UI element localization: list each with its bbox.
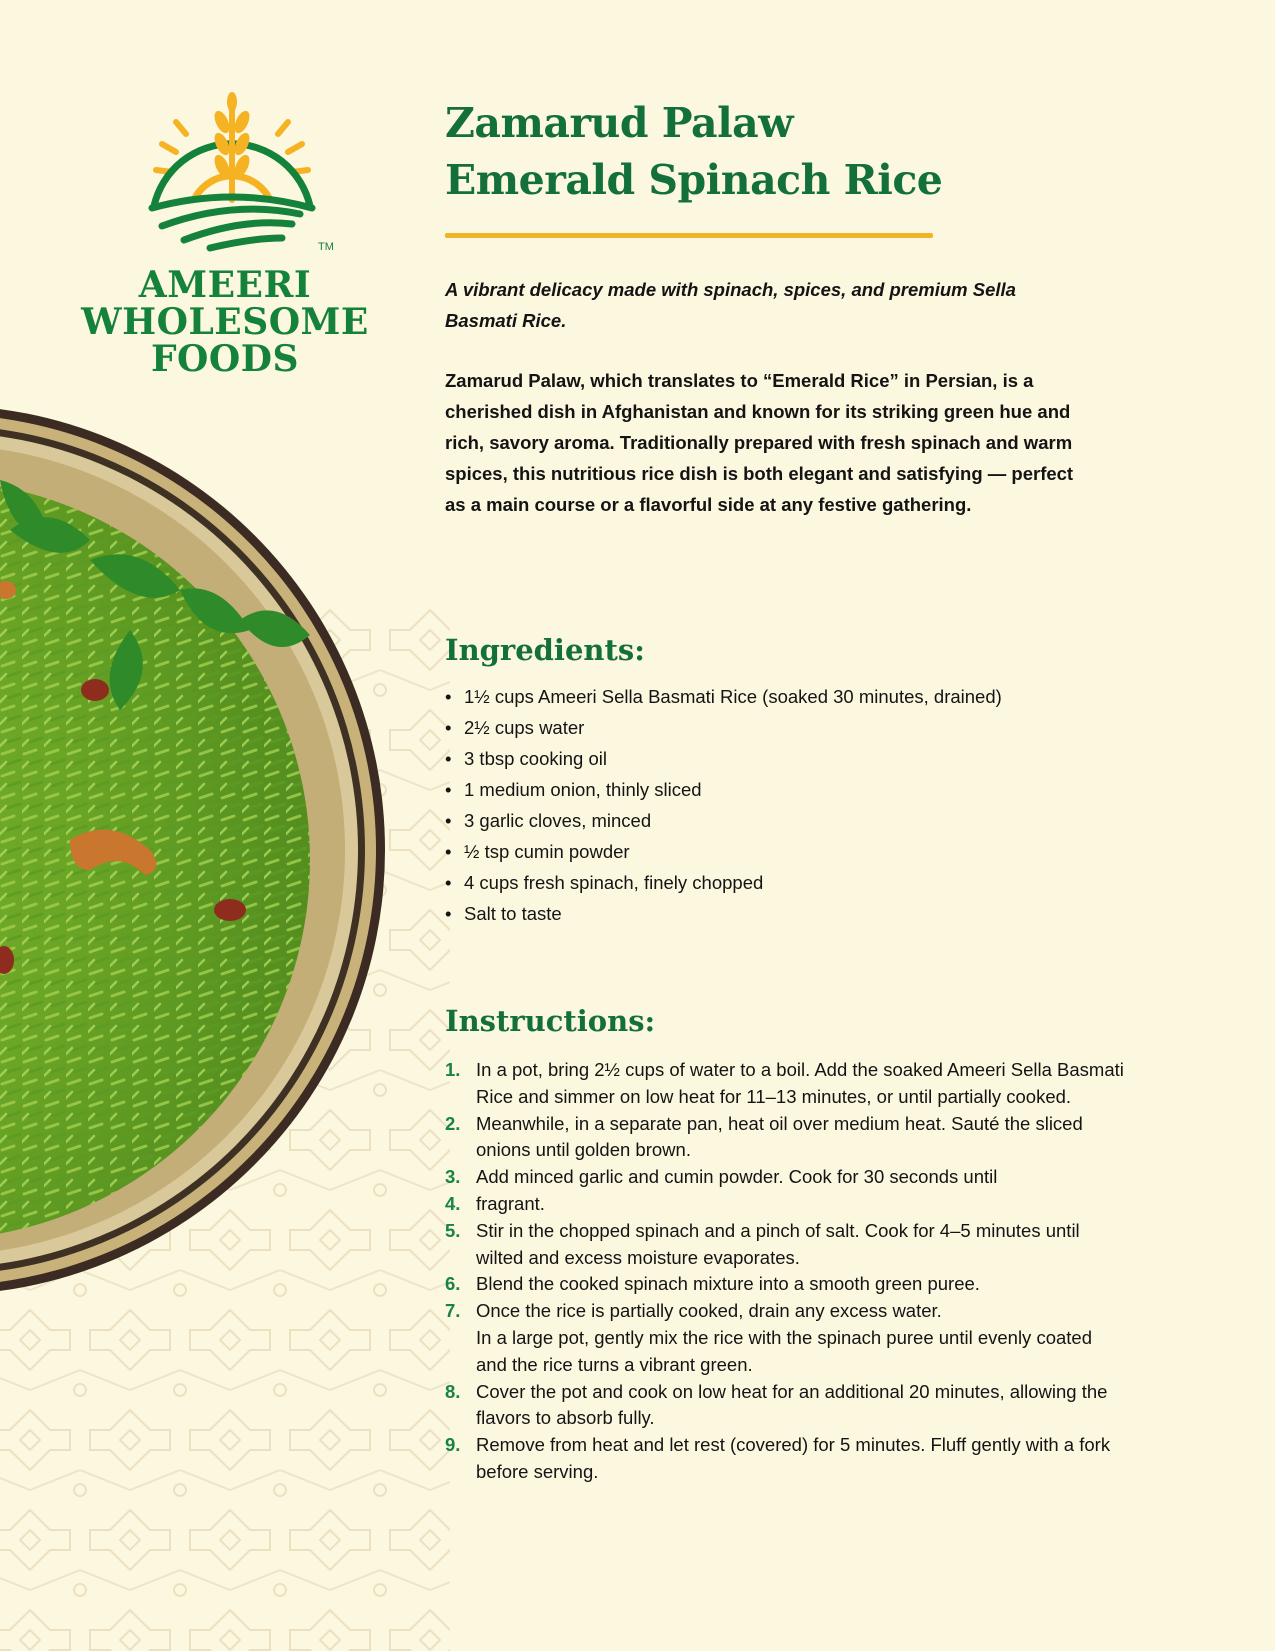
instruction-step: 9. Remove from heat and let rest (covered) for 5 minutes. Fluff gently with a fork before serving.: [445, 1434, 1111, 1482]
wheat-sun-icon: [132, 88, 332, 253]
instruction-step: 5. Stir in the chopped spinach and a pinch of salt. Cook for 4–5 minutes until wilted and excess moisture evaporates.: [445, 1219, 1080, 1268]
ingredient-item: • 2½ cups water: [445, 717, 585, 738]
instruction-step: 2. Meanwhile, in a separate pan, heat oil over medium heat. Sauté the sliced onions until golden brown.: [445, 1112, 1083, 1161]
brand-logo: [80, 88, 370, 378]
instruction-step: 7. Once the rice is partially cooked, drain any excess water. In a large pot, gently mix the rice with the spinach puree until evenly coated and the rice turns a vibrant green.: [445, 1300, 1092, 1375]
recipe-title: [445, 95, 1145, 209]
instruction-step: 3. Add minced garlic and cumin powder. Cook for 30 seconds until: [445, 1166, 998, 1188]
ingredients-list: [445, 681, 1002, 929]
ingredients-heading: Ingredients:: [445, 633, 645, 667]
spinach-rice-bowl-image: [0, 440, 410, 1340]
ingredient-item: • 1½ cups Ameeri Sella Basmati Rice (soaked 30 minutes, drained): [445, 686, 1002, 707]
title-divider: [445, 233, 933, 238]
ingredient-item: • ½ tsp cumin powder: [445, 841, 630, 862]
ingredient-item: • 3 tbsp cooking oil: [445, 748, 607, 769]
ingredient-item: • Salt to taste: [445, 903, 562, 924]
brand-name-line: AMEERI: [138, 264, 312, 306]
instruction-step: 4. fragrant.: [445, 1192, 545, 1214]
brand-name-line: FOODS: [151, 338, 299, 380]
ingredient-item: • 1 medium onion, thinly sliced: [445, 779, 702, 800]
svg-text:TM: TM: [318, 241, 334, 253]
brand-name: [80, 264, 370, 380]
recipe-tagline: A vibrant delicacy made with spinach, spices, and premium Sella Basmati Rice.: [445, 279, 1016, 331]
instructions-list: [445, 1057, 1125, 1486]
instruction-step: 1. In a pot, bring 2½ cups of water to a boil. Add the soaked Ameeri Sella Basmati Rice and simmer on low heat for 11–13 minutes, or until partially cooked.: [445, 1059, 1124, 1107]
instruction-step: 8. Cover the pot and cook on low heat for an additional 20 minutes, allowing the flavors to absorb fully.: [445, 1380, 1108, 1429]
recipe-intro: Zamarud Palaw, which translates to “Emerald Rice” in Persian, is a cherished dish in Afghanistan and known for its striking green hue and rich, savory aroma. Traditionally prepared with fresh spinach and warm spices, this nutritious rice dish is both elegant and satisfying — perfect as a main course or a flavorful side at any festive gathering.: [445, 370, 1074, 515]
recipe-content: [445, 95, 1145, 1482]
brand-name-line: WHOLESOME: [81, 301, 369, 343]
recipe-title-line2: Emerald Spinach Rice: [445, 156, 943, 204]
instruction-step: 6. Blend the cooked spinach mixture into a smooth green puree.: [445, 1273, 980, 1295]
recipe-title-line1: Zamarud Palaw: [445, 99, 794, 147]
ingredient-item: • 4 cups fresh spinach, finely chopped: [445, 872, 764, 893]
ingredient-item: • 3 garlic cloves, minced: [445, 810, 652, 831]
instructions-heading: Instructions:: [445, 1004, 656, 1038]
